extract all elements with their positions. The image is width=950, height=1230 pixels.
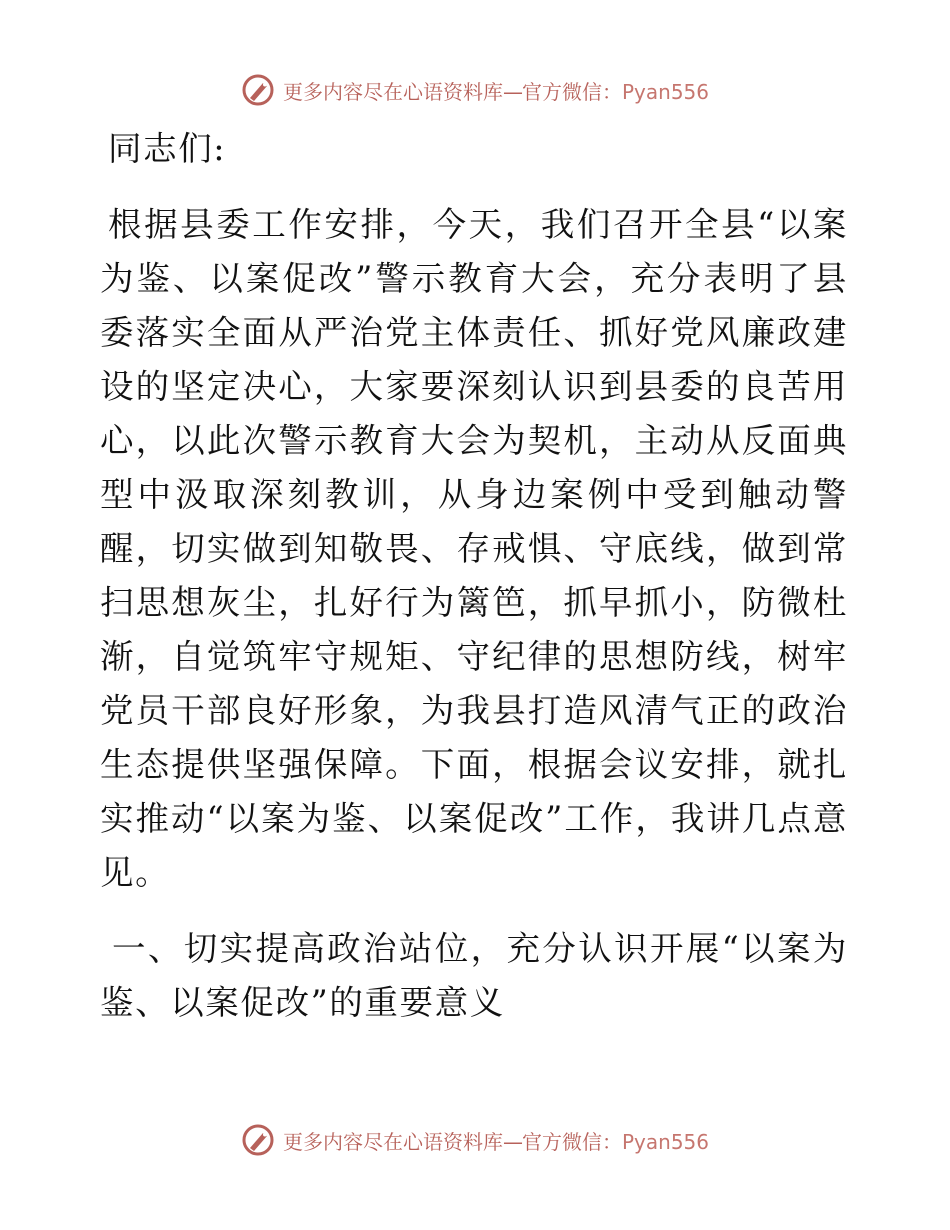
- footer-watermark: [0, 1120, 950, 1160]
- header-watermark: [0, 70, 950, 110]
- watermark-text: 更多内容尽在心语资料库—官方微信：Pyan556: [282, 1129, 709, 1154]
- watermark-text: 更多内容尽在心语资料库—官方微信：Pyan556: [282, 79, 709, 104]
- document-body: [100, 122, 848, 1030]
- pen-nib-logo-icon: [241, 1123, 275, 1157]
- salutation: 同志们:: [108, 129, 227, 168]
- body-paragraph: 根据县委工作安排，今天，我们召开全县“以案为鉴、以案促改”警示教育大会，充分表明了县委落实全面从严治党主体责任、抓好党风廉政建设的坚定决心，大家要深刻认识到县委的良苦用心，以此次警示教育大会为契机，主动从反面典型中汲取深刻教训，从身边案例中受到触动警醒，切实做到知敬畏、存戒惧、守底线，做到常扫思想灰尘，扎好行为篱笆，抓早抓小，防微杜渐，自觉筑牢守规矩、守纪律的思想防线，树牢党员干部良好形象，为我县打造风清气正的政治生态提供坚强保障。下面，根据会议安排，就扎实推动“以案为鉴、以案促改”工作，我讲几点意见。: [100, 205, 848, 892]
- pen-nib-logo-icon: [241, 73, 275, 107]
- section-heading: 一、切实提高政治站位，充分认识开展“以案为鉴、以案促改”的重要意义: [100, 929, 848, 1022]
